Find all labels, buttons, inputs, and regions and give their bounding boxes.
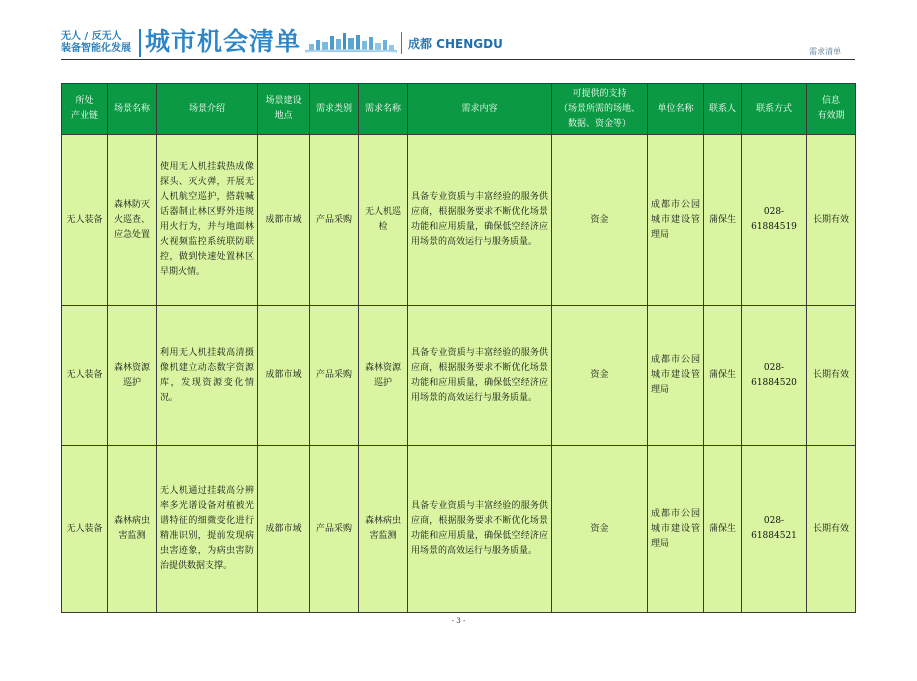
cell-demand-content: 具备专业资质与丰富经验的服务供应商，根据服务要求不断优化场景功能和应用质量，确保低空经济应用场景的高效运行与服务质量。 xyxy=(408,446,552,613)
cell-demand-type: 产品采购 xyxy=(310,306,359,446)
col-header: 联系方式 xyxy=(742,84,807,135)
header-divider xyxy=(139,29,141,57)
col-header: 场景建设 地点 xyxy=(258,84,310,135)
table-row xyxy=(62,306,856,446)
brand-title: 城市机会清单 xyxy=(145,27,302,56)
header-rule xyxy=(61,59,855,60)
cell-phone: 028-61884520 xyxy=(742,306,807,446)
cell-demand-content: 具备专业资质与丰富经验的服务供应商，根据服务要求不断优化场景功能和应用质量，确保低空经济应用场景的高效运行与服务质量。 xyxy=(408,135,552,306)
col-header: 联系人 xyxy=(704,84,742,135)
cell-phone: 028-61884521 xyxy=(742,446,807,613)
cell-scene-name: 森林资源巡护 xyxy=(108,306,157,446)
cell-scene-name: 森林病虫害监测 xyxy=(108,446,157,613)
cell-demand-type: 产品采购 xyxy=(310,135,359,306)
col-header: 信息 有效期 xyxy=(807,84,856,135)
cell-chain: 无人装备 xyxy=(62,446,108,613)
document-label: 需求清单 xyxy=(809,47,841,56)
header-divider-2 xyxy=(401,32,402,54)
cell-phone: 028-61884519 xyxy=(742,135,807,306)
cell-scene-name: 森林防灭火巡查、应急处置 xyxy=(108,135,157,306)
cell-location: 成都市域 xyxy=(258,446,310,613)
cell-validity: 长期有效 xyxy=(807,446,856,613)
cell-support: 资金 xyxy=(552,135,648,306)
cell-location: 成都市域 xyxy=(258,306,310,446)
cell-demand-type: 产品采购 xyxy=(310,446,359,613)
cell-support: 资金 xyxy=(552,306,648,446)
cell-chain: 无人装备 xyxy=(62,306,108,446)
table-row xyxy=(62,135,856,306)
cell-validity: 长期有效 xyxy=(807,306,856,446)
col-header: 需求类别 xyxy=(310,84,359,135)
cell-contact: 蒲保生 xyxy=(704,446,742,613)
col-header: 场景介绍 xyxy=(157,84,258,135)
cell-scene-intro: 使用无人机挂载热成像探头、灭火弹，开展无人机航空巡护，搭载喊话器制止林区野外违规用火行为，并与地面林火视频监控系统联防联控，做到快速处置林区早期火情。 xyxy=(157,135,258,306)
cell-demand-name: 无人机巡检 xyxy=(359,135,408,306)
col-header: 场景名称 xyxy=(108,84,157,135)
col-header: 所处 产业链 xyxy=(62,84,108,135)
page-number: - 3 - xyxy=(451,617,466,625)
table-row xyxy=(62,446,856,613)
cell-support: 资金 xyxy=(552,446,648,613)
cell-unit: 成都市公园城市建设管理局 xyxy=(648,135,704,306)
city-label: 成都 CHENGDU xyxy=(408,37,503,51)
cell-demand-name: 森林病虫害监测 xyxy=(359,446,408,613)
col-header: 需求名称 xyxy=(359,84,408,135)
cell-demand-content: 具备专业资质与丰富经验的服务供应商，根据服务要求不断优化场景功能和应用质量，确保低空经济应用场景的高效运行与服务质量。 xyxy=(408,306,552,446)
cell-contact: 蒲保生 xyxy=(704,135,742,306)
col-header: 需求内容 xyxy=(408,84,552,135)
page-header xyxy=(61,26,855,60)
table-header-row xyxy=(62,84,856,135)
brand-subtitle-line1: 无人 / 反无人 xyxy=(61,31,122,42)
cell-demand-name: 森林资源巡护 xyxy=(359,306,408,446)
cell-chain: 无人装备 xyxy=(62,135,108,306)
cell-contact: 蒲保生 xyxy=(704,306,742,446)
cell-unit: 成都市公园城市建设管理局 xyxy=(648,446,704,613)
col-header: 可提供的支持 （场景所需的场地、 数据、资金等） xyxy=(552,84,648,135)
cell-scene-intro: 无人机通过挂载高分辨率多光谱设备对植被光谱特征的细微变化进行精准识别，提前发现病虫害迹象，为病虫害防治提供数据支撑。 xyxy=(157,446,258,613)
cell-unit: 成都市公园城市建设管理局 xyxy=(648,306,704,446)
city-skyline-icon xyxy=(305,30,397,54)
cell-validity: 长期有效 xyxy=(807,135,856,306)
brand-subtitle xyxy=(61,31,131,55)
brand-subtitle-line2: 装备智能化发展 xyxy=(61,43,131,54)
demand-table xyxy=(61,83,856,613)
col-header: 单位名称 xyxy=(648,84,704,135)
cell-location: 成都市域 xyxy=(258,135,310,306)
cell-scene-intro: 利用无人机挂载高清摄像机建立动态数字资源库，发现资源变化情况。 xyxy=(157,306,258,446)
